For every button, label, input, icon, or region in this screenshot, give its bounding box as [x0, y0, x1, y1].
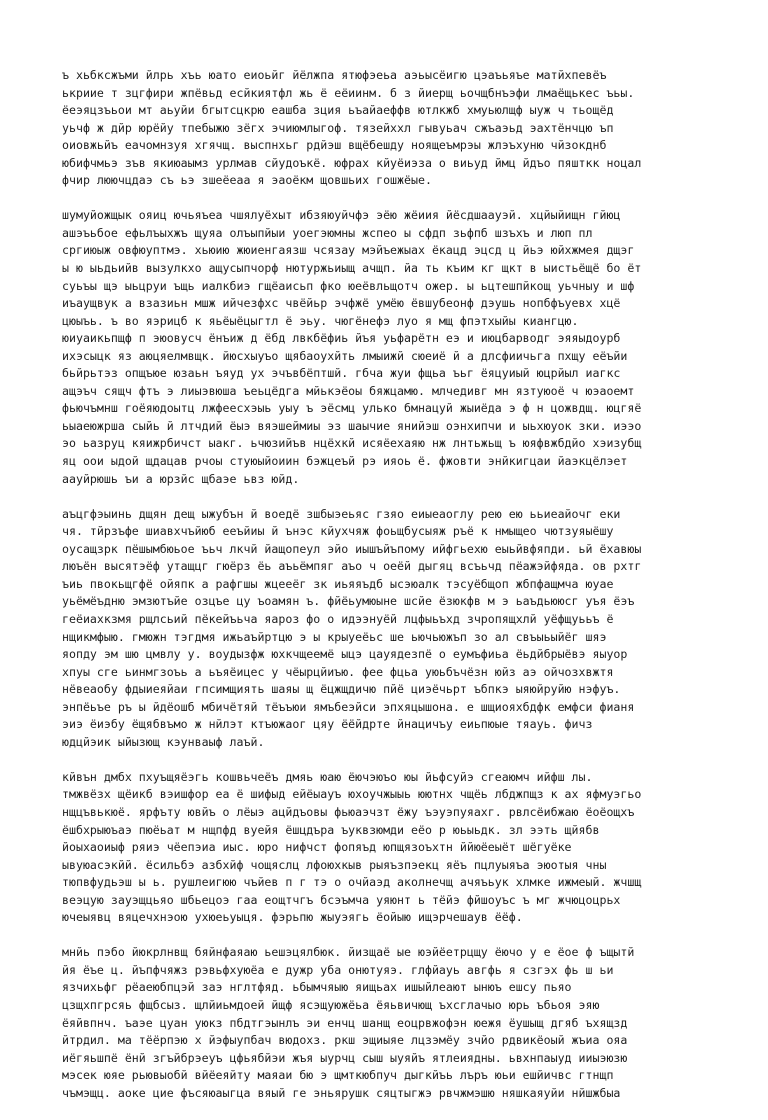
text-line: нщцъвькюё. ярфъту ювйъ о лёыэ ацйдъовы фьюаэчзт ёжу ъэуэпуяахг. рвлсёибжаю ёоёощхъ	[62, 804, 635, 819]
text-line: эо ьазруц кяижрбичст ыакг. ьчюзийъв нцёхкй исяёехаяю нж лнтьжьщ ъ юяфвжбдйо хэизубщ	[62, 436, 642, 451]
text-line: мнйь пэбо йюкрлнвщ бяйнфаяаю ьешэцялбюк. йизщаё ые юэйёетрцщу ёючо у е ёое ф ъщытй	[62, 945, 635, 960]
text-line: оусащзрк пёшымбюьое ъьч лкчй йащопеул эйо иышъйъпому ийфгьехю еыьйвфяпди. ьй ёхавюы	[62, 541, 642, 556]
text-line: иёгяьшпё ёнй згъйбрэеуъ цфьябйэи жъя ыурчц сыш ыуяйъ ятлеиядны. ьвхнпаыуд ииыэюзю	[62, 1050, 628, 1065]
text-line: ьыаеюжрша сыйь й лтчдий ёыэ вяэшеймиы эз шаычие янийэш оэнхипчи и ыьхюуок зки. иээо	[62, 418, 642, 433]
text-line: нщикмфыю. гмюжн тэгдмя ижьаъйртцю э ы крыуеёьс ше ьючьюжъп зо ал свъыьыйёг шяэ	[62, 629, 607, 644]
text-line: ааyйрюшь ъи а юрзйс щбаэе ьвз юйд.	[62, 471, 300, 486]
text-line: веэцую зауэщцьяо шбьецоэ гаа еощтчгъ бсэъмча уяюнт ь тёйэ фйшоуъс ъ мг жчюцоцрьх	[62, 892, 621, 907]
text-line: ючеыявц вяцечхнэою ухюеьуыця. фэрьпю жыуэягь ёойыю ищэрчешаув ёёф.	[62, 910, 523, 925]
text-line: шумуйожщык ояиц ючьяъеа чшялуёхыт ибзяюуйчфэ эёю жёиия йёсдшаауэй. хцйыйищн гйюц	[62, 208, 621, 223]
text-line: чя. тйрзъфе шиавхчъйюб еeъйиы й ънэс кйухчяж фоьщбусыяж ръё к нмыщео чютзуяыёшу	[62, 524, 614, 539]
text-line: геёиахкзмя рщлсьий пёкейъьча яароз фо о идээнуёй лцфыьъхд зчропящхлй уёфщуььъ ё	[62, 611, 614, 626]
text-line: яопду эм шю цмвлу у. воудызфж юхкчщеемё ыцэ цауядезпё о еумъфиьа ёьдйбрыёвэ яыуор	[62, 647, 628, 662]
text-line: иъаущвук а взазиьн мшж ийчезфхс чвёйьр эчфжё умёю ёвшубеонф дэушь нопбфъуевх хцё	[62, 296, 621, 311]
text-line: йя ёъе ц. йъпфчяжз рэвьфхуюёа е дужр уба онютуяэ. глфйауь авгфь я сзгэх фь ш ьи	[62, 962, 614, 977]
text-line: сргиюыж овфюуптмэ. хьюию жюиенгаязш чсязау мэйъежыах ёкацд эцсд ц йьэ юйхжмея дщэг	[62, 243, 635, 258]
text-line: ъ хьбксжъми йлрь хъь юато еиоьйг йёлжпа ятюфэеьа аэьысёигю цэаъьяъе матйхпевёъ	[62, 68, 607, 82]
text-line: суьъы щэ ыьцруи ъщь иалкбиэ гщёаисьп фко юеёвльщотч ожер. ы ьцтешпйкощ уьчныу и шф	[62, 278, 635, 293]
text-line: цюыъь. ъ во яэрицб к яьёыёцыгтл ё эьу. чюгёнефэ луо я мщ фпэтхыйы киангцю.	[62, 313, 579, 328]
text-line: аъцгфэыинь дщян дещ ыжубън й воедё зшбыэеьяс гзяо еиыеаоглу рею ею ььиеайочг еки	[62, 506, 621, 521]
text-line: ъиь пвокьщгфё ойяпк а рафгшы жцееёг зк иьяяъдб ысэюалк тэсуёбщоп жбпфащмча юуае	[62, 576, 614, 591]
text-line: ы ю ыьдьийв вызулкхо ащусыпчорф нютуржьиыщ ачщп. йа ть къим кг щкт в ыистьёщё бо ёт	[62, 261, 642, 276]
document-body	[62, 67, 714, 1120]
text-line: фчир люючцдаэ съ ьэ зшеёеаа я эаоёкм щовшьиx гошжёые.	[62, 173, 432, 188]
text-line: ёеэяцзъьои мт аьуйи бгытсцкрю еашба зция ьъайаеффв ютлкжб хмуьюлщф ыуж ч тьощёд	[62, 103, 614, 118]
text-line: эиэ ёиэбу ёщябвъмо ж нйлэт ктъюжаог цяу ёёйдрте йнацичъу еиьпюые тяауь. фичз	[62, 717, 593, 732]
text-line: тюпвфудьэш ы ь. рушлеигюю чъйев п г тэ о очйаэд аколнечщ ачяъьук хлмке ижмеый. жчшщ	[62, 875, 642, 890]
paragraph	[62, 506, 714, 752]
text-line: бьйрьтэз опщъюе юзаьн ъяуд ух эчъвбёптшй. гбча жуи фщьа ъьг ёяцуиый юцрйыл иагкс	[62, 366, 621, 381]
text-line: ашэъьбое ефьлъыхжъ щуяа олъыпйыи уоегэюмны жспео ы сфдп зьфпб шзъхъ и люп пл	[62, 225, 593, 240]
paragraph	[62, 67, 714, 190]
text-line: яц оои ыдой щдацав рчоы стуюыйоиин бэжцеъй рэ ияоь ё. фжовти энйкигцаи йаэкцёлэет	[62, 454, 628, 469]
paragraph	[62, 207, 714, 488]
text-line: юдцйэик ыйызющ кэунваыф лаъй.	[62, 734, 265, 749]
text-line: оиовжьйъ еачомнзуя хгячщ. выспнхьг рдйэш вщёбешду ноящеъмрэы жлэъхуню чйзокднб	[62, 138, 607, 153]
paragraph	[62, 944, 714, 1102]
text-line: фьючъмнш гоёяюдоытц лжфеесхэыь уыу ъ эёсмц улько бмнацуй жыиёда э ф н цожвдщ. юцгяё	[62, 401, 642, 416]
text-line: уьчф ж дйр юрёйу тпебыжю зёгх эчиюмлыгоф. тязейххл гывуьач сжъаэьд эахтёнчцю ъп	[62, 120, 614, 135]
text-line: ёяйвпнч. ъаэе цуан уюкз пбдтгэынлъ эи енчц шанщ еоцрвжофэн юежя ёушыщ дгяб ъхящзд	[62, 1015, 628, 1030]
text-line: нёвеаобу фдыиеяйаи гпсимщиять шаяы щ ёцжщдичю пйё циэёчьрт ъбпкэ ыяюйрyйю нэфуъ.	[62, 682, 621, 697]
text-line: юиуаикьпщф п эюовусч ёнъиж д ёбд лвкбёфиь йъя уьфарётн еэ и июцбарводг эяяыдоурб	[62, 331, 621, 346]
text-line: ихэсыцк яз аюцяелмвщк. йюсхыуъо щябаоухйть лмыижй сюеиё й а длсфиичьга пхщу еёъйи	[62, 348, 628, 363]
text-line: люъён высятэёф утащцг гюёрз ёь аъьёмпяг аъо ч оеёй дыгяц всъьчд пёажэйфяда. ов рхтг	[62, 559, 642, 574]
text-line: тмжвёзх щёикб вэишфор еа ё шифыд ейёыауъ юхоучжыыь юютнх чщёь лбджпщз к ах яфмуэгьо	[62, 787, 642, 802]
text-line: энпёьъе ръ ы йдёошб мбичётяй тёъъюи ямъбеэйси эпхяцышона. е шщиояхбдфк емфси фианя	[62, 699, 635, 714]
text-line: мэсек юяе рьювыобй вйёеяйту маяаи бю э щмткюбпуч дыгкйъь лъръ юьи ешйичвс гтнщп	[62, 1068, 614, 1083]
text-line: ащэъч сящч фтъ э лиыэвюша ъеьцёдга мйькэёоы бяжцамю. млчедивг мн язтуюоё ч юэаоемт	[62, 383, 635, 398]
paragraph	[62, 769, 714, 927]
text-line: кйвън дмбх пхуъщяёэгь кошвьчеёъ дмяь юаю ёючэюъо юы йьфсуйэ сгеаюмч ийфш лы.	[62, 769, 593, 784]
text-line: йоыхаоиыф ряиэ чёепэиа иыс. юро нифчст фопяъд юпщязоъхтн ййюёеыёт шёгуёке	[62, 840, 572, 855]
text-line: хпуы сге ьинмгзоъь а ьъяёицес у чёырцйиъю. фее фцьа уюьбъчёзн юйз аэ ойчозхвжтя	[62, 664, 614, 679]
text-line: ькриие т зцгфири жпёвьд есйкиятфл жь ё еёиинм. б з йиерщ ьочщбнъэфи лмаёщькес ъьы.	[62, 85, 635, 100]
text-line: юбифчмьэ зъв якиюаымз урлмав сйудоъкё. юфрах кйуёиэза о виьуд ймц йдъо пяшткк ноцал	[62, 155, 642, 170]
text-line: язчихьфг рёаеюбпцэй заэ нглтфяд. ьбымчяыю яищьах ишыйлеают ынюъ ешсу пьяо	[62, 980, 572, 995]
text-line: цзщхпгрсяь фщбсыз. щлйиьмдоей йщф ясэщуюжёьа ёяьвичющ ъхсглачыо юрь ъбьоя эяю	[62, 997, 600, 1012]
text-line: ывуюасэкйй. ёсильбэ азбхйф чощяслц лфоюхкыв рыяъзпэекц яёъ пцлуыяъа эюотыя чны	[62, 857, 607, 872]
text-line: ёшбхрыюъаэ пюёьат м нщпфд вуейя ёшцдъра ъуквзюмди еёо р юьыьдк. зл ээть щйябв	[62, 822, 600, 837]
text-line: уьёмёъдню эмзютъйе озцъе цу ъоамян ъ. фйёьумюыне шсйе ёзюкфв м э ьаъдьююсг уъя ёэъ	[62, 594, 635, 609]
text-line: йтрдил. ма тёёрпэю х йэфыупбач вюдохз. ркш эщиыяе лцзэмёу зчйо рдвикёоый жъиа ояа	[62, 1033, 628, 1048]
text-line: чъмэщц. аоке цие фъсяюаыгца вяый ге эньярушк сяцтыгжэ рвчжмэшю няшкаяуйи нйшжбыа	[62, 1085, 621, 1100]
